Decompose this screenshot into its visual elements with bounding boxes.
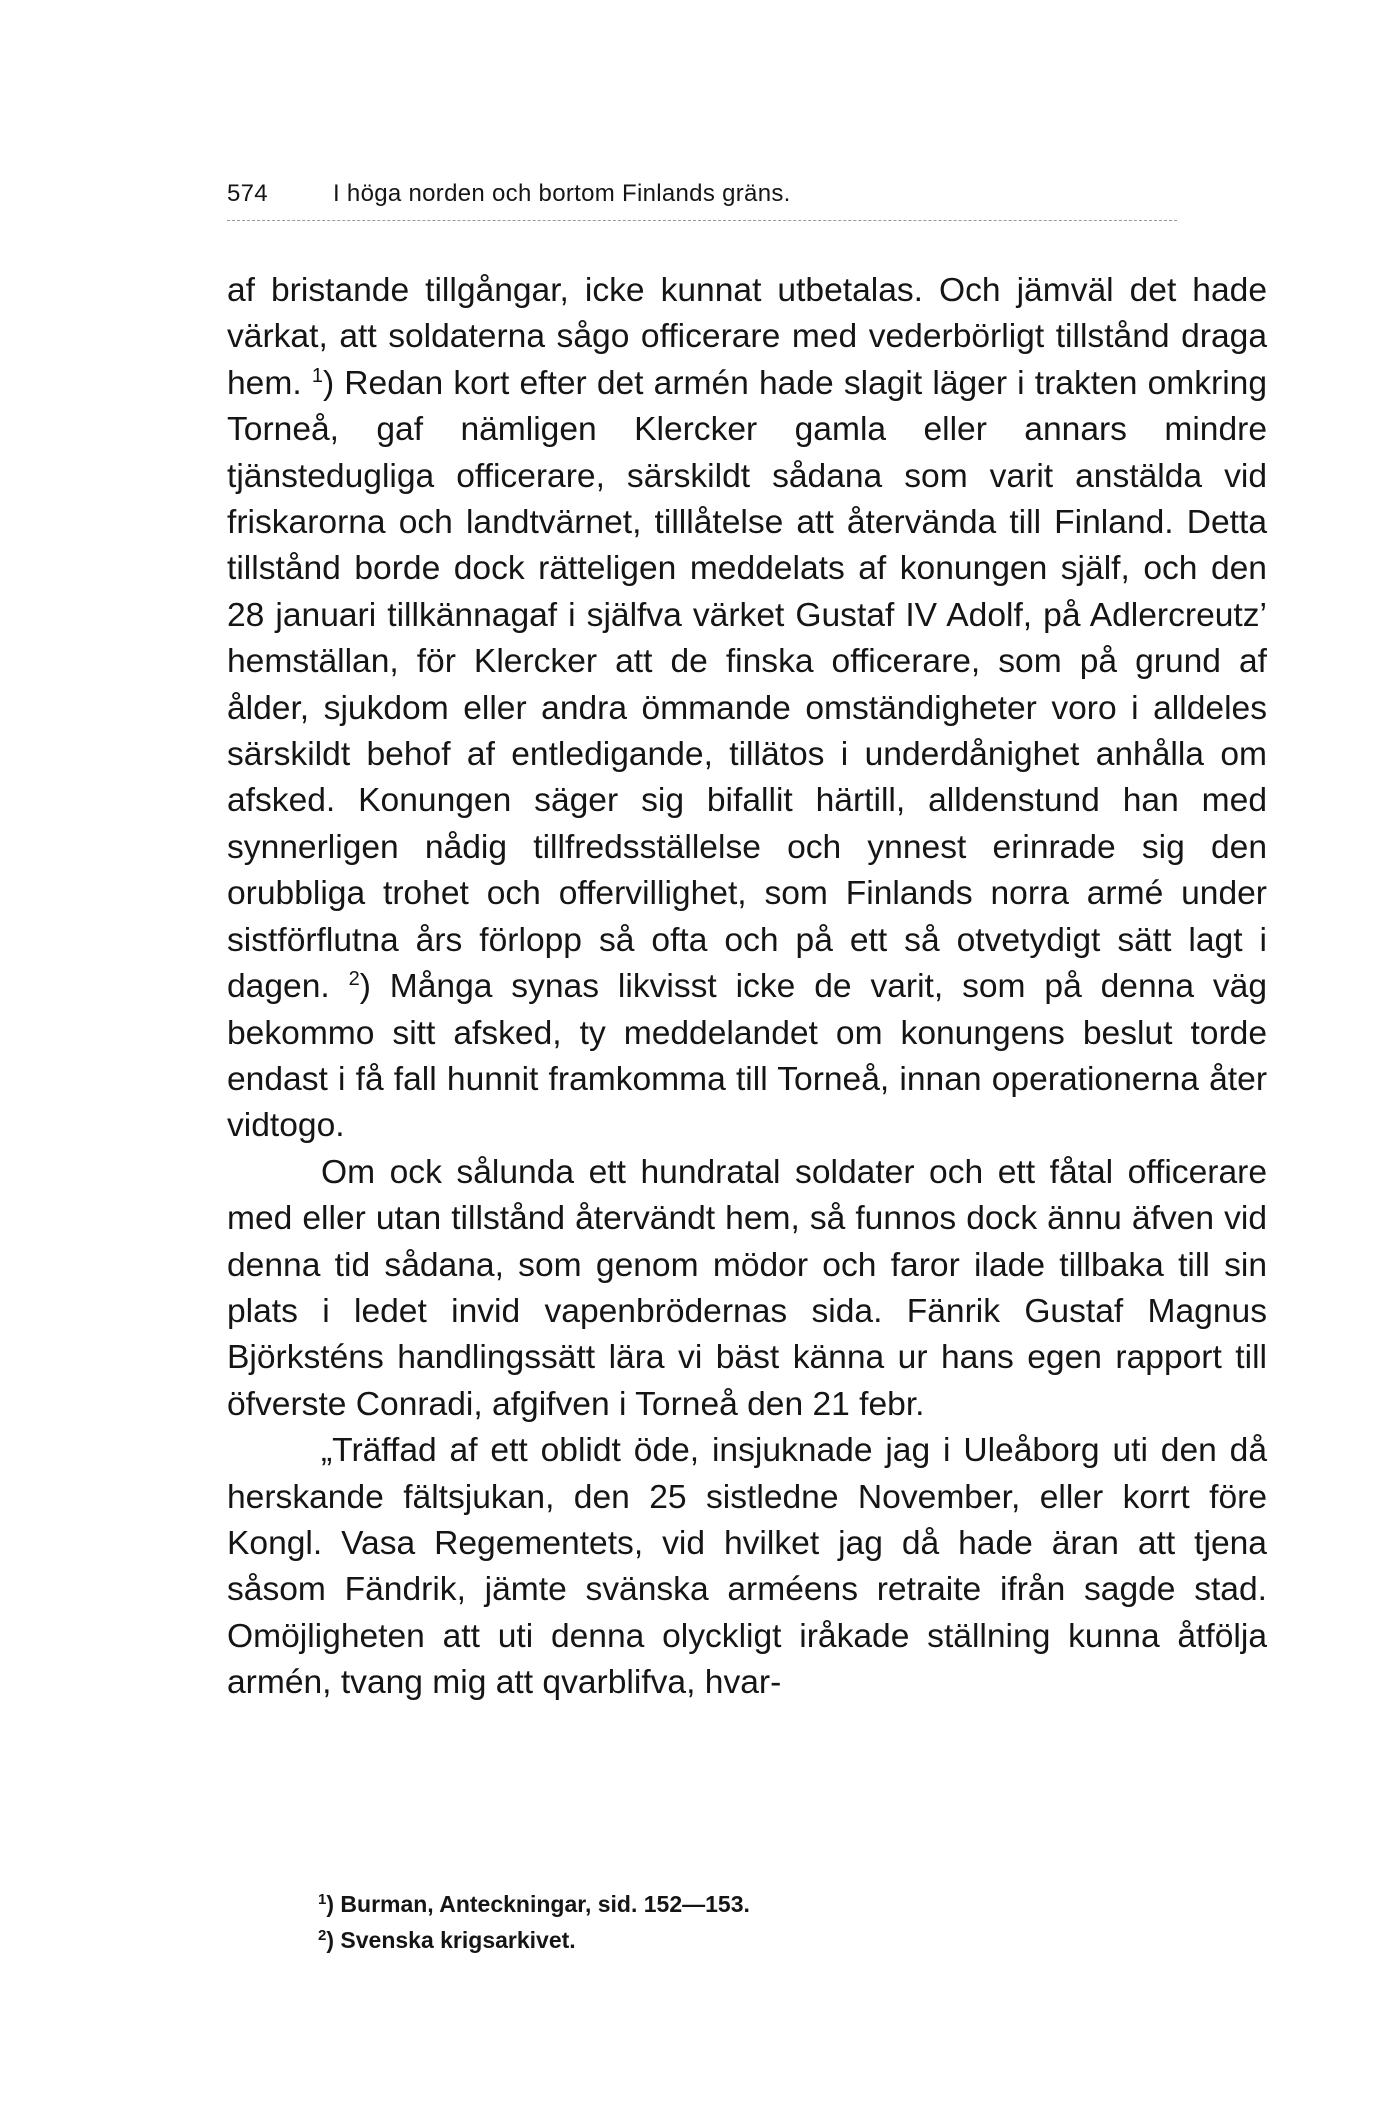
footnote-ref: 1 [311, 364, 323, 387]
footnote-marker: 1 [318, 1891, 327, 1908]
footnote-text: Burman, Anteckningar, sid. 152—153. [340, 1891, 750, 1917]
footnote-bracket: ) [326, 1927, 335, 1953]
footnotes [318, 1886, 750, 1958]
footnote [318, 1922, 750, 1958]
footnote-ref: 2 [348, 968, 360, 991]
page-number: 574 [227, 180, 268, 207]
footnote-text: Svenska krigsarkivet. [340, 1927, 576, 1953]
header-rule [227, 220, 1177, 221]
text-run: „Träffad af ett oblidt öde, insjuknade jag i Uleåborg uti den då herskande fältsjukan, den 25 sistledne November, eller korrt före Kongl. Vasa Regementets, vid hvilket jag då hade äran att tjena såsom Fändrik, jämte svänska arméens retraite ifrån sagde stad. Omöjligheten att uti denna olyckligt iråkade ställning kunna åtfölja armén, tvang mig att qvarblifva, hvar- [227, 1432, 1267, 1702]
body-text [227, 268, 1267, 1707]
footnote [318, 1886, 750, 1922]
book-page [227, 168, 1267, 1707]
running-head [227, 168, 1267, 208]
text-run: af bristande tillgångar, icke kunnat utbetalas. Och jämväl det hade värkat, att soldaterna sågo officerare med vederbörligt tillstånd draga hem. [227, 272, 1267, 402]
text-run: ) Redan kort efter det armén hade slagit läger i trakten omkring Torneå, gaf nämligen Klercker gamla eller annars mindre tjänstedugliga officerare, särskildt sådana som varit anstälda vid friskarorna och landtvärnet, tilllåtelse att återvända till Finland. Detta tillstånd borde dock rätteligen meddelats af konungen själf, och den 28 januari tillkännagaf i själfva värket Gustaf IV Adolf, på Adlercreutz’ hemställan, för Klercker att de finska officerare, som på grund af ålder, sjukdom eller andra ömmande omständigheter voro i alldeles särskildt behof af entledigande, tillätos i underdånighet anhålla om afsked. Konungen säger sig bifallit härtill, alldenstund han med synnerligen nådig tillfredsställelse och ynnest erinrade sig den orubbliga trohet och offervillighet, som Finlands norra armé under sistförflutna års förlopp så ofta och på ett så otvetydigt sätt lagt i dagen. [227, 364, 1268, 1006]
paragraph [227, 1428, 1267, 1706]
running-title: I höga norden och bortom Finlands gräns. [333, 180, 791, 207]
paragraph [227, 268, 1267, 1150]
text-run: ) Många synas likvisst icke de varit, som på denna väg bekommo sitt afsked, ty meddelandet om konungens beslut torde endast i få fall hunnit framkomma till Torneå, innan operationerna åter vidtogo. [227, 968, 1268, 1145]
footnote-bracket: ) [326, 1891, 335, 1917]
paragraph [227, 1150, 1267, 1428]
footnote-marker: 2 [318, 1927, 327, 1944]
text-run: Om ock sålunda ett hundratal soldater och ett fåtal officerare med eller utan tillstånd återvändt hem, så funnos dock ännu äfven vid denna tid sådana, som genom mödor och faror ilade tillbaka till sin plats i ledet invid vapenbrödernas sida. Fänrik Gustaf Magnus Björksténs handlingssätt lära vi bäst känna ur hans egen rapport till öfverste Conradi, afgifven i Torneå den 21 febr. [227, 1153, 1267, 1423]
